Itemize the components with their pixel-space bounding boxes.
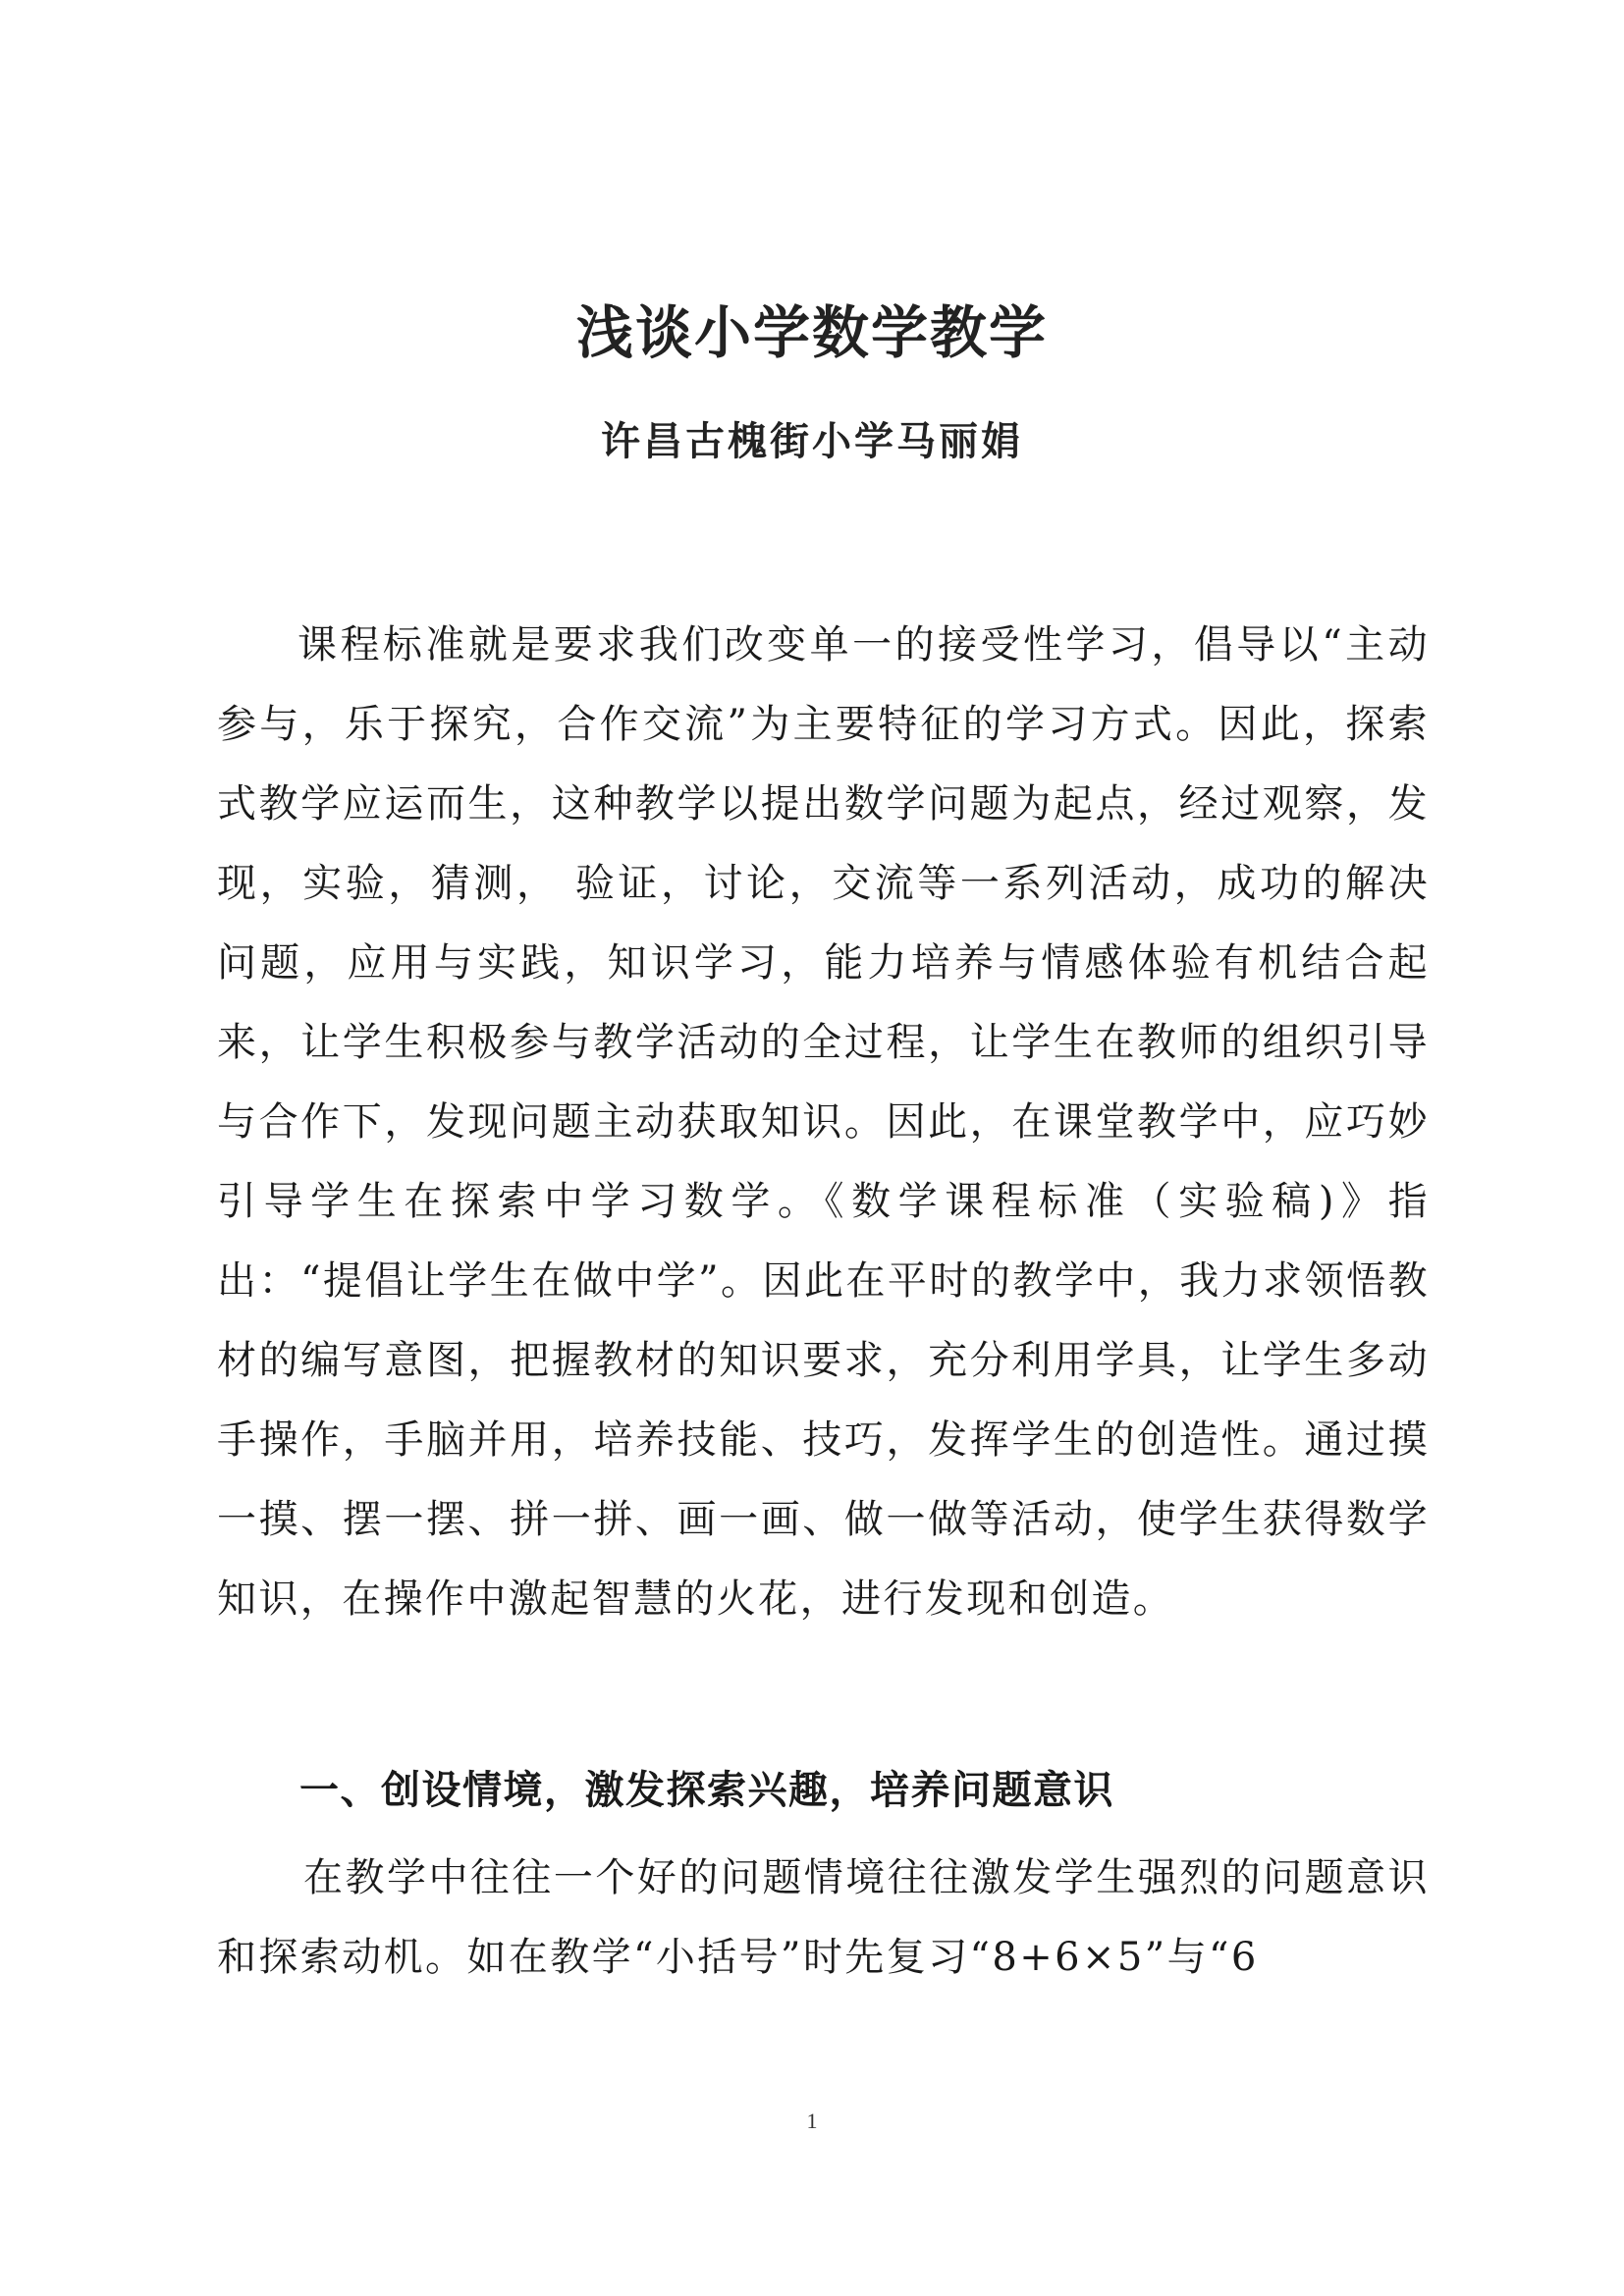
section-heading-1: 一、创设情境，激发探索兴趣，培养问题意识	[299, 1768, 1114, 1813]
page-number: 1	[806, 2109, 818, 2133]
document-title: 浅谈小学数学教学	[575, 299, 1048, 366]
paragraph-section-1: 在教学中往往一个好的问题情境往往激发学生强烈的问题意识和探索动机。如在教学“小括号”时先复习“8+6×5”与“6	[217, 1855, 1430, 1980]
author-line: 许昌古槐街小学马丽娟	[601, 419, 1023, 464]
paragraph-intro: 课程标准就是要求我们改变单一的接受性学习，倡导以“主动参与，乐于探究，合作交流”为主要特征的学习方式。因此，探索式教学应运而生，这种教学以提出数学问题为起点，经过观察，发现，实验，猜测， 验证，讨论，交流等一系列活动，成功的解决问题，应用与实践，知识学习，能力培养与情感体验有机结合起来，让学生积极参与教学活动的全过程，让学生在教师的组织引导与合作下，发现问题主动获取知识。因此，在课堂教学中，应巧妙引导学生在探索中学习数学。《数学课程标准（实验稿)》指出：“提倡让学生在做中学”。因此在平时的教学中，我力求领悟教材的编写意图，把握教材的知识要求，充分利用学具，让学生多动手操作，手脑并用，培养技能、技巧，发挥学生的创造性。通过摸一摸、摆一摆、拼一拼、画一画、做一做等活动，使学生获得数学知识，在操作中激起智慧的火花，进行发现和创造。	[217, 622, 1430, 1622]
